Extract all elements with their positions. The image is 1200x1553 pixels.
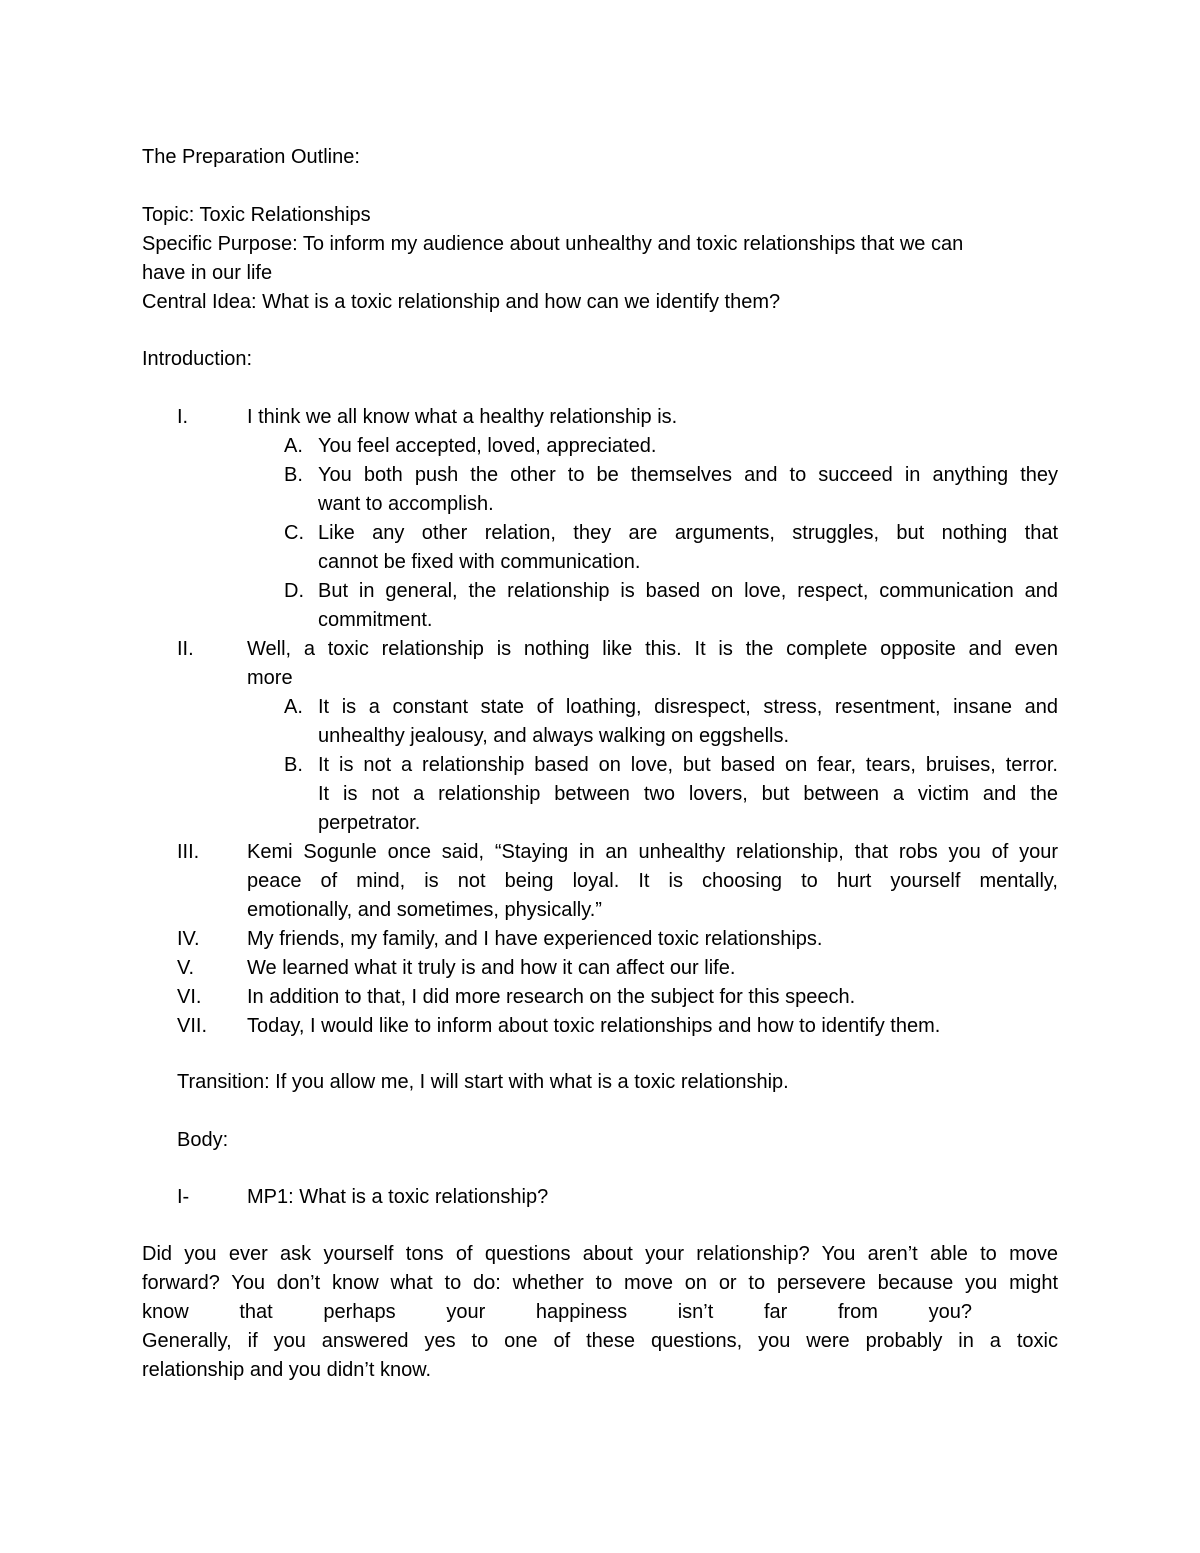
- outline-subitem-text: It is a constant state of loathing, disrespect, stress, resentment, insane and: [318, 696, 1058, 718]
- outline-letter: A.: [284, 696, 303, 718]
- outline-subitem-text: You both push the other to be themselves and to succeed in anything they: [318, 464, 1058, 486]
- outline-item-text: emotionally, and sometimes, physically.”: [247, 899, 602, 921]
- outline-subitem-text: You feel accepted, loved, appreciated.: [318, 435, 657, 457]
- specific-purpose-line-1: Specific Purpose: To inform my audience about unhealthy and toxic relationships that we can: [142, 233, 964, 255]
- topic-line: Topic: Toxic Relationships: [142, 204, 371, 226]
- outline-item-text: I think we all know what a healthy relationship is.: [247, 406, 678, 428]
- outline-numeral: V.: [177, 957, 195, 979]
- outline-item-text: Kemi Sogunle once said, “Staying in an unhealthy relationship, that robs you of your: [247, 841, 1058, 863]
- paragraph-line: Did you ever ask yourself tons of questions about your relationship? You aren’t able to move: [142, 1243, 1058, 1265]
- outline-subitem-text: It is not a relationship between two lovers, but between a victim and the: [318, 783, 1058, 805]
- paragraph-line: know that perhaps your happiness isn’t far from you?: [142, 1301, 972, 1323]
- outline-item-text: In addition to that, I did more research on the subject for this speech.: [247, 986, 856, 1008]
- paragraph-line: relationship and you didn’t know.: [142, 1359, 432, 1381]
- document-title: The Preparation Outline:: [142, 146, 360, 168]
- outline-item-text: My friends, my family, and I have experienced toxic relationships.: [247, 928, 823, 950]
- outline-letter: C.: [284, 522, 304, 544]
- outline-subitem-text: perpetrator.: [318, 812, 421, 834]
- main-point-numeral: I-: [177, 1186, 190, 1208]
- outline-item-text: peace of mind, is not being loyal. It is choosing to hurt yourself mentally,: [247, 870, 1058, 892]
- outline-numeral: IV.: [177, 928, 200, 950]
- outline-subitem-text: commitment.: [318, 609, 433, 631]
- outline-item-text: Well, a toxic relationship is nothing like this. It is the complete opposite and even: [247, 638, 1058, 660]
- paragraph-line: forward? You don’t know what to do: whether to move on or to persevere because you might: [142, 1272, 1058, 1294]
- specific-purpose-line-2: have in our life: [142, 262, 273, 284]
- outline-letter: B.: [284, 754, 303, 776]
- outline-subitem-text: It is not a relationship based on love, but based on fear, tears, bruises, terror.: [318, 754, 1058, 776]
- outline-letter: A.: [284, 435, 303, 457]
- outline-subitem-text: unhealthy jealousy, and always walking on eggshells.: [318, 725, 790, 747]
- paragraph-line: Generally, if you answered yes to one of these questions, you were probably in a toxic: [142, 1330, 1058, 1352]
- outline-item-text: We learned what it truly is and how it can affect our life.: [247, 957, 736, 979]
- outline-subitem-text: Like any other relation, they are arguments, struggles, but nothing that: [318, 522, 1058, 544]
- central-idea-line: Central Idea: What is a toxic relationship and how can we identify them?: [142, 291, 781, 313]
- main-point-text: MP1: What is a toxic relationship?: [247, 1186, 549, 1208]
- outline-numeral: VI.: [177, 986, 202, 1008]
- transition-line: Transition: If you allow me, I will start with what is a toxic relationship.: [177, 1071, 789, 1093]
- outline-letter: B.: [284, 464, 303, 486]
- outline-subitem-text: cannot be fixed with communication.: [318, 551, 641, 573]
- outline-numeral: I.: [177, 406, 189, 428]
- outline-numeral: III.: [177, 841, 200, 863]
- introduction-heading: Introduction:: [142, 348, 253, 370]
- outline-numeral: VII.: [177, 1015, 208, 1037]
- outline-subitem-text: want to accomplish.: [318, 493, 494, 515]
- outline-item-text: Today, I would like to inform about toxic relationships and how to identify them.: [247, 1015, 941, 1037]
- body-heading: Body:: [177, 1129, 229, 1151]
- outline-letter: D.: [284, 580, 304, 602]
- outline-numeral: II.: [177, 638, 194, 660]
- outline-item-text: more: [247, 667, 293, 689]
- outline-subitem-text: But in general, the relationship is based on love, respect, communication and: [318, 580, 1058, 602]
